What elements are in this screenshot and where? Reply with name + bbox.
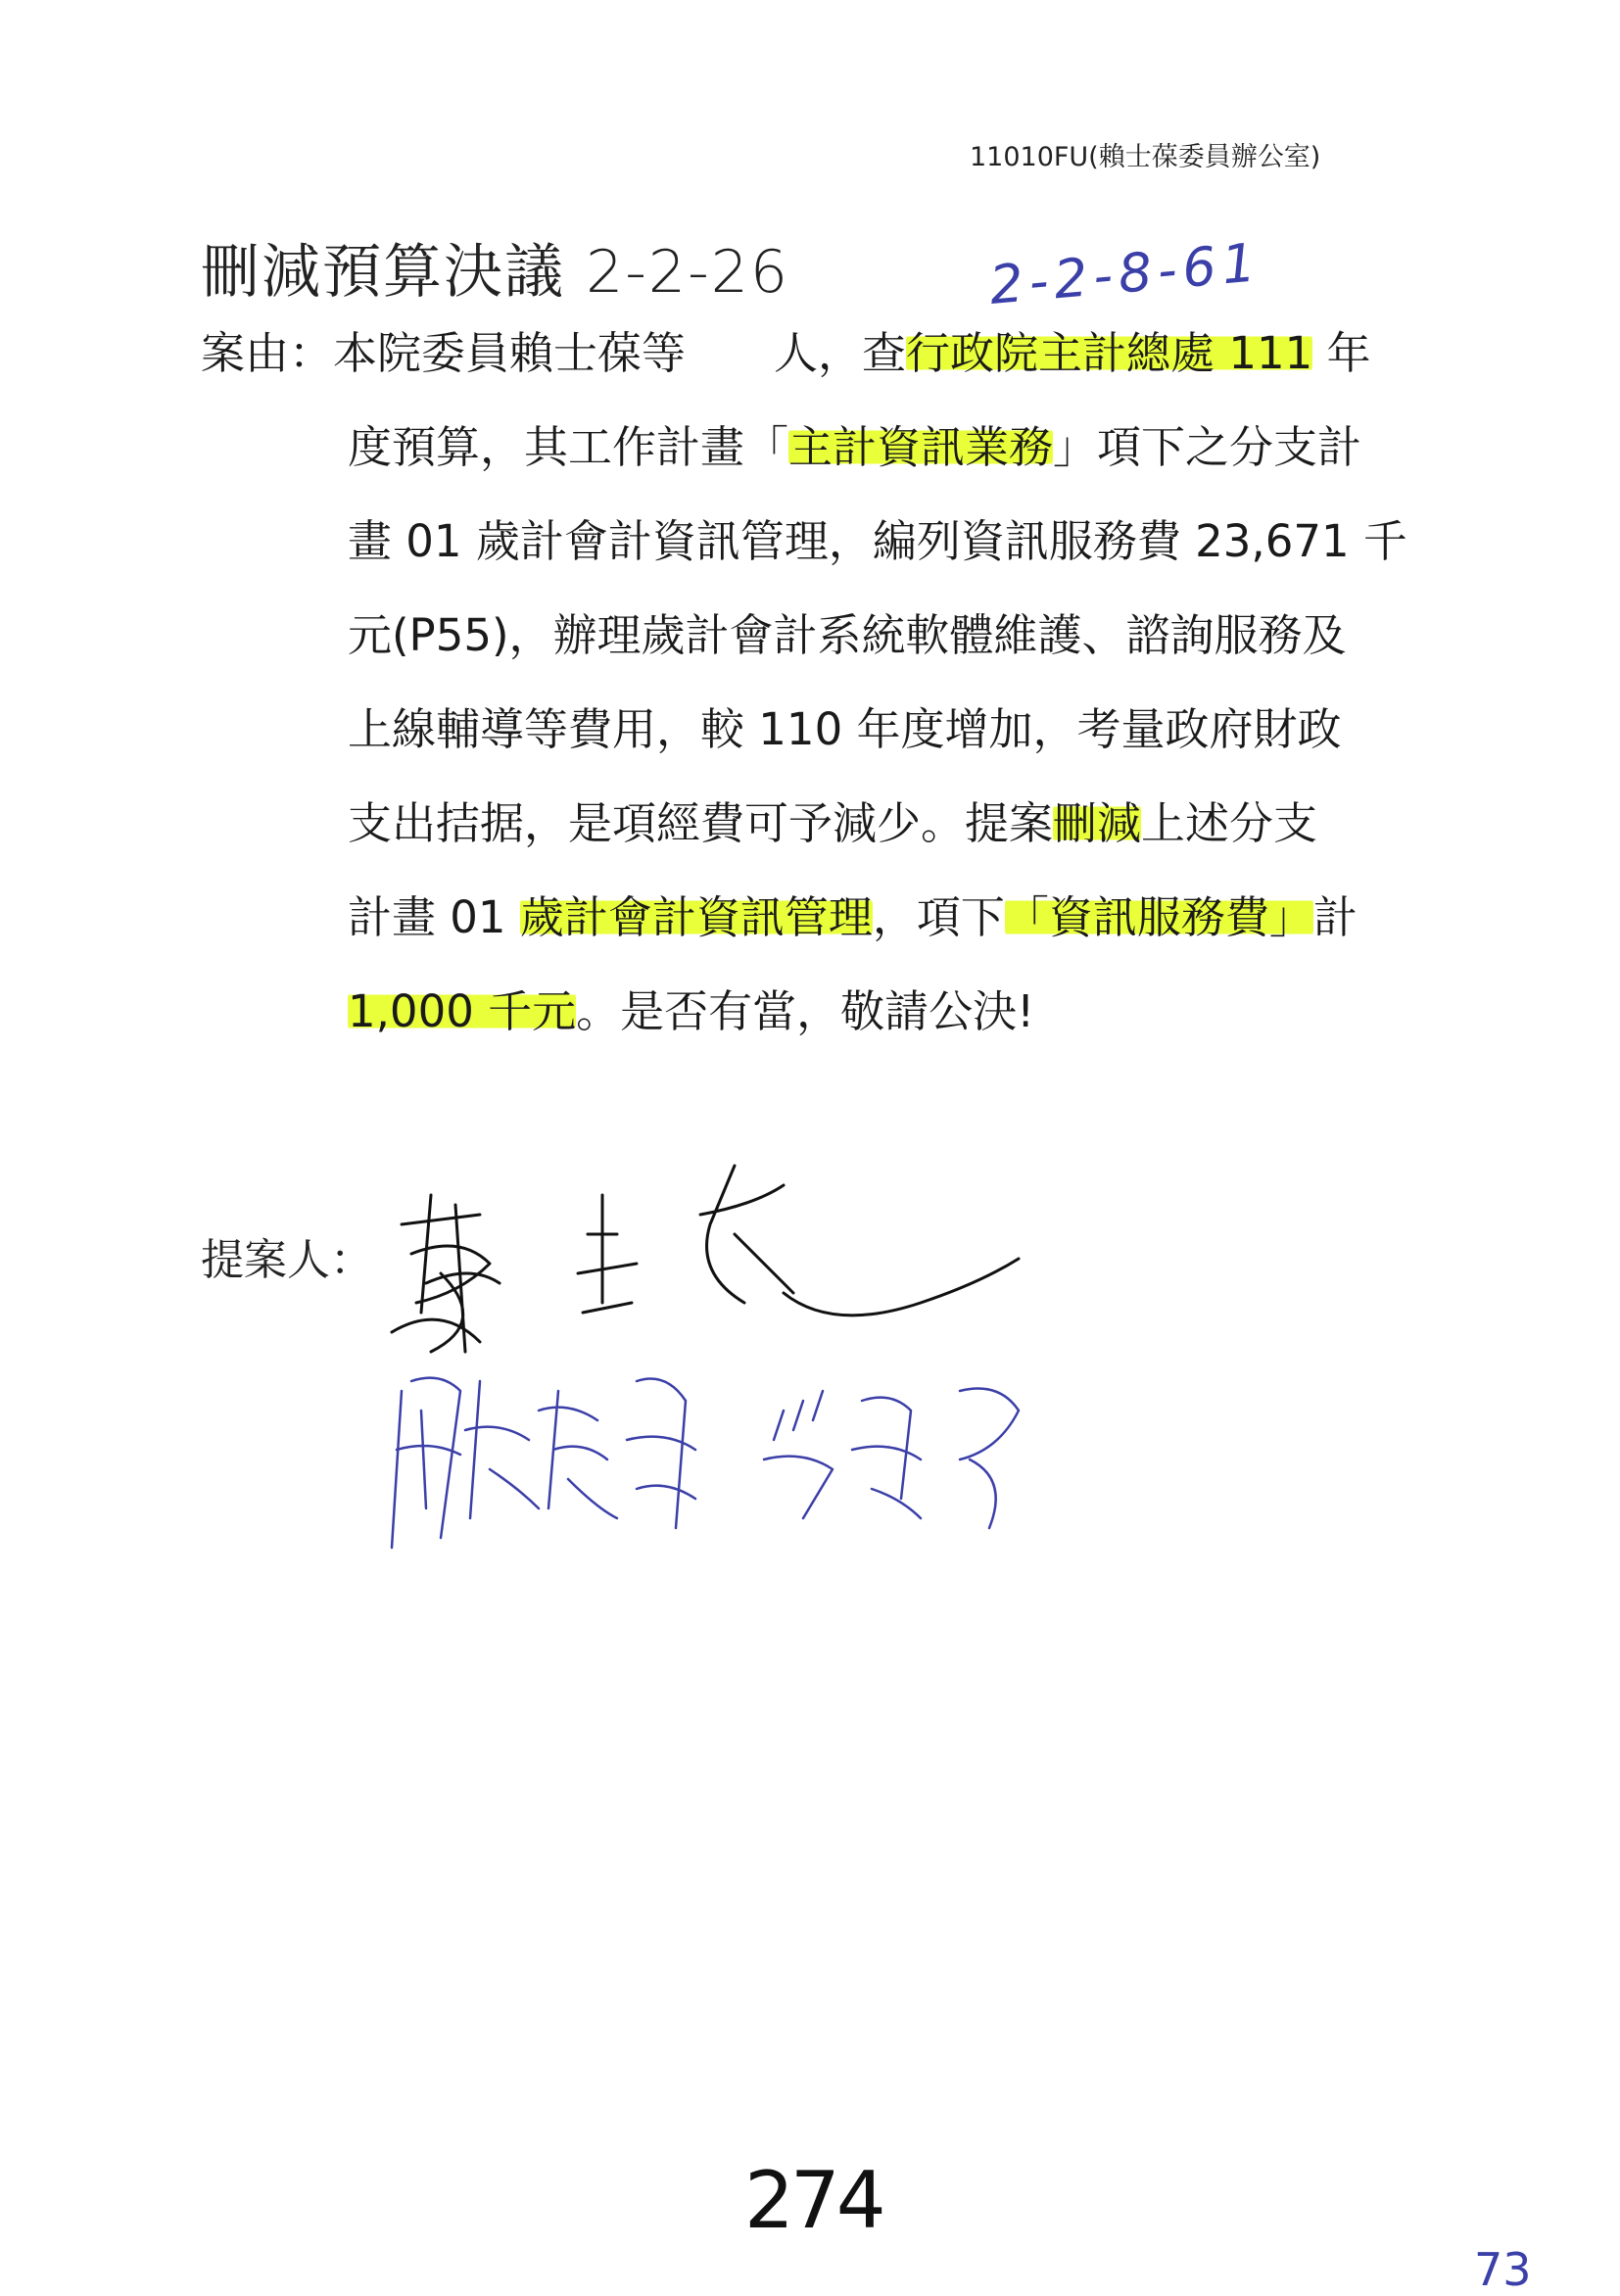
text-segment: 。是否有當，敬請公決! xyxy=(576,985,1035,1037)
highlighted-text: 主計資訊業務 xyxy=(788,421,1054,473)
body-line xyxy=(348,515,1407,567)
text-segment: 計畫 01 xyxy=(348,891,520,943)
body-line xyxy=(348,609,1347,661)
signature-blue xyxy=(372,1352,1077,1567)
text-segment: 上線輔導等費用，較 110 年度增加，考量政府財政 xyxy=(348,703,1342,755)
body-line xyxy=(348,421,1362,473)
text-segment: 」項下之分支計 xyxy=(1053,421,1362,473)
text-segment: 計 xyxy=(1312,891,1358,943)
text-segment: 畫 01 歲計會計資訊管理，編列資訊服務費 23,671 千 xyxy=(348,515,1407,567)
highlighted-text: 「資訊服務費」 xyxy=(1004,891,1313,943)
proposer-label: 提案人： xyxy=(201,1235,373,1285)
body-line xyxy=(348,985,1035,1037)
text-segment: 年 xyxy=(1312,327,1371,379)
text-segment: 案由：本院委員賴士葆等 人，查 xyxy=(201,327,907,379)
office-tag: 11010FU(賴士葆委員辦公室) xyxy=(970,142,1321,172)
body-line xyxy=(348,703,1342,755)
highlighted-text: 行政院主計總處 111 xyxy=(906,327,1313,379)
handwritten-stamp-number: 274 xyxy=(744,2155,882,2246)
body-line xyxy=(348,891,1358,943)
text-segment: 支出拮据，是項經費可予減少。提案 xyxy=(348,797,1054,849)
highlighted-text: 刪減 xyxy=(1053,797,1142,849)
text-segment: 度預算，其工作計畫「 xyxy=(348,421,789,473)
handwritten-reference-number: 2-2-8-61 xyxy=(986,230,1264,317)
page-number: 73 xyxy=(1474,2243,1532,2296)
document-title: 刪減預算決議 2-2-26 xyxy=(201,238,790,307)
text-segment: 上述分支 xyxy=(1141,797,1318,849)
text-segment: 元(P55)，辦理歲計會計系統軟體維護、諮詢服務及 xyxy=(348,609,1347,661)
signature-black xyxy=(372,1156,1077,1381)
body-line xyxy=(348,797,1318,849)
highlighted-text: 歲計會計資訊管理 xyxy=(519,891,873,943)
text-segment: ，項下 xyxy=(872,891,1005,943)
highlighted-text: 1,000 千元 xyxy=(348,985,577,1037)
body-line xyxy=(201,327,1371,379)
